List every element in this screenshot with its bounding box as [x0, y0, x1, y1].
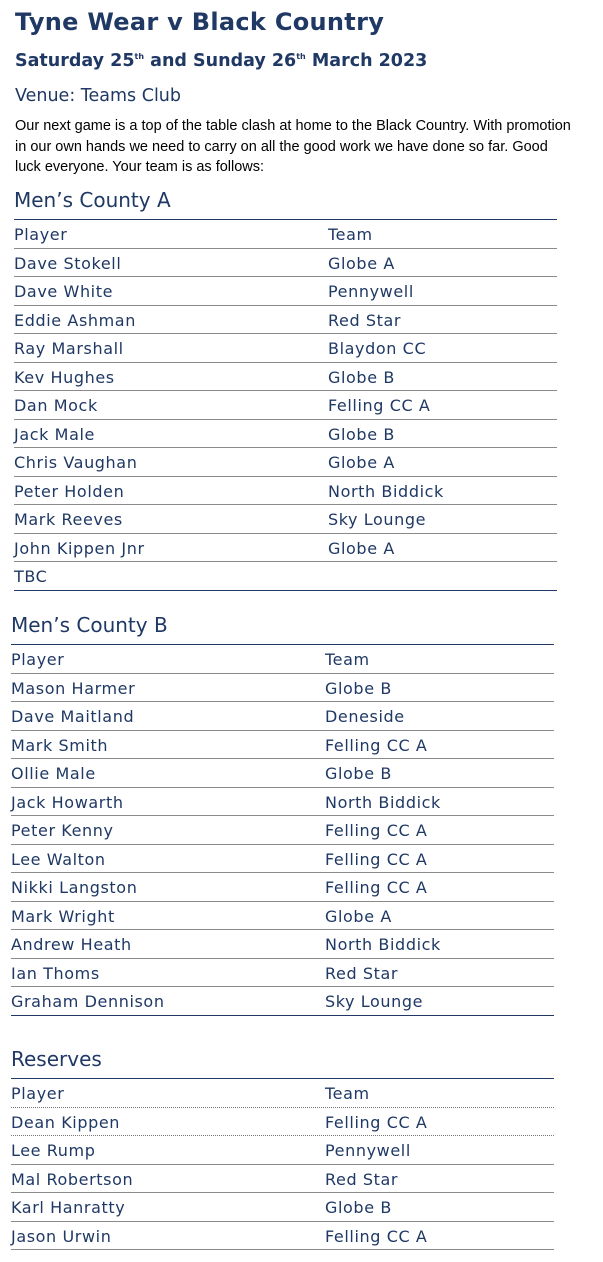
date-text-1: Saturday 25: [15, 51, 135, 71]
player-name: Chris Vaughan: [14, 453, 138, 472]
player-name: TBC: [14, 567, 48, 586]
player-name: Graham Dennison: [11, 992, 165, 1011]
team-name: Pennywell: [328, 282, 414, 301]
table-row: [11, 1193, 554, 1222]
table-row: [11, 674, 554, 703]
table-row: [14, 277, 557, 306]
team-name: Pennywell: [325, 1141, 411, 1160]
player-name: Dean Kippen: [11, 1112, 121, 1132]
player-name: Lee Rump: [11, 1141, 96, 1160]
team-name: Globe A: [325, 906, 392, 926]
table-row: [11, 816, 554, 845]
team-name: Deneside: [325, 707, 405, 726]
intro-paragraph: Our next game is a top of the table clash at home to the Black Country. With promotion in our own hands we need to carry on all the good work we have done so far. Good luck everyone. Your team is as follows:: [15, 118, 571, 175]
column-header-team: Team: [325, 1084, 370, 1103]
table-row: [14, 477, 557, 506]
team-name: Globe B: [325, 1198, 392, 1217]
player-name: Dave Maitland: [11, 707, 135, 726]
player-name: Nikki Langston: [11, 878, 138, 897]
date-text-2: and Sunday 26: [144, 51, 297, 71]
table-header-row: [11, 645, 554, 674]
team-name: Red Star: [325, 963, 399, 983]
table-row: [11, 702, 554, 731]
team-name: Felling CC A: [325, 821, 428, 840]
table-row: [11, 987, 554, 1016]
team-name: Felling CC A: [325, 735, 428, 755]
page-title: Tyne Wear v Black Country: [15, 8, 385, 36]
section-county-b: [11, 610, 554, 1016]
team-name: Sky Lounge: [328, 510, 427, 529]
player-name: Mal Robertson: [11, 1169, 134, 1189]
team-name: Globe B: [328, 424, 395, 444]
team-name: Globe A: [328, 538, 395, 558]
team-name: North Biddick: [328, 481, 444, 501]
player-name: Andrew Heath: [11, 935, 132, 954]
table-row: [11, 902, 554, 931]
date-suffix-1: th: [134, 52, 145, 62]
table-row: [14, 334, 557, 363]
player-name: Jack Howarth: [11, 792, 124, 812]
team-name: North Biddick: [325, 792, 441, 812]
player-name: Mark Reeves: [14, 510, 123, 529]
player-name: Lee Walton: [11, 849, 106, 869]
table-row: [14, 306, 557, 335]
table-header-row: [14, 220, 557, 249]
table-row: [11, 930, 554, 959]
team-name: Globe B: [325, 678, 392, 698]
team-name: North Biddick: [325, 935, 441, 954]
team-name: Red Star: [325, 1169, 399, 1189]
column-header-player: Player: [11, 650, 65, 669]
player-name: Dan Mock: [14, 396, 98, 415]
player-name: Ian Thoms: [11, 963, 100, 983]
player-name: Ray Marshall: [14, 339, 124, 358]
table-row: [14, 391, 557, 420]
team-name: Felling CC A: [325, 849, 428, 869]
event-date: [15, 51, 427, 71]
player-name: Kev Hughes: [14, 367, 115, 387]
table-row: [11, 731, 554, 760]
player-name: Eddie Ashman: [14, 310, 136, 330]
player-name: Dave White: [14, 282, 114, 301]
table-row: [14, 534, 557, 563]
table-row: [11, 959, 554, 988]
column-header-player: Player: [14, 225, 68, 244]
table-row: [11, 1136, 554, 1165]
player-name: Jason Urwin: [11, 1226, 112, 1246]
table-row: [14, 448, 557, 477]
table-row: [14, 562, 557, 591]
team-name: Sky Lounge: [325, 992, 424, 1011]
table-header-row: [11, 1079, 554, 1108]
section-title: Reserves: [11, 1047, 102, 1071]
team-name: Felling CC A: [325, 1112, 428, 1132]
player-name: Peter Holden: [14, 481, 125, 501]
player-name: Jack Male: [14, 424, 95, 444]
table-row: [11, 873, 554, 902]
team-name: Felling CC A: [328, 396, 431, 415]
table-row: [11, 1222, 554, 1251]
table-row: [11, 1108, 554, 1137]
table-row: [11, 788, 554, 817]
table-row: [11, 1165, 554, 1194]
player-name: Dave Stokell: [14, 253, 122, 273]
column-header-team: Team: [325, 650, 370, 669]
team-name: Felling CC A: [325, 878, 428, 897]
player-name: John Kippen Jnr: [14, 538, 145, 558]
table-row: [11, 759, 554, 788]
section-title: Men’s County B: [11, 613, 168, 637]
date-text-3: March 2023: [305, 51, 428, 71]
team-name: Globe A: [328, 453, 395, 472]
section-county-a: [14, 185, 557, 591]
table-row: [14, 505, 557, 534]
team-name: Globe B: [328, 367, 395, 387]
player-name: Mark Wright: [11, 906, 115, 926]
table-row: [14, 363, 557, 392]
column-header-team: Team: [328, 225, 373, 244]
column-header-player: Player: [11, 1084, 65, 1103]
section-reserves: [11, 1044, 554, 1250]
table-row: [14, 249, 557, 278]
table-row: [14, 420, 557, 449]
player-name: Ollie Male: [11, 764, 96, 783]
player-name: Mason Harmer: [11, 678, 136, 698]
team-name: Felling CC A: [325, 1226, 428, 1246]
team-name: Red Star: [328, 310, 402, 330]
section-title: Men’s County A: [14, 188, 171, 212]
venue: Venue: Teams Club: [15, 86, 182, 106]
team-name: Blaydon CC: [328, 339, 427, 358]
team-name: Globe B: [325, 764, 392, 783]
team-name: Globe A: [328, 253, 395, 273]
player-name: Peter Kenny: [11, 821, 114, 840]
player-name: Karl Hanratty: [11, 1198, 126, 1217]
table-row: [11, 845, 554, 874]
date-suffix-2: th: [296, 52, 306, 62]
player-name: Mark Smith: [11, 735, 109, 755]
